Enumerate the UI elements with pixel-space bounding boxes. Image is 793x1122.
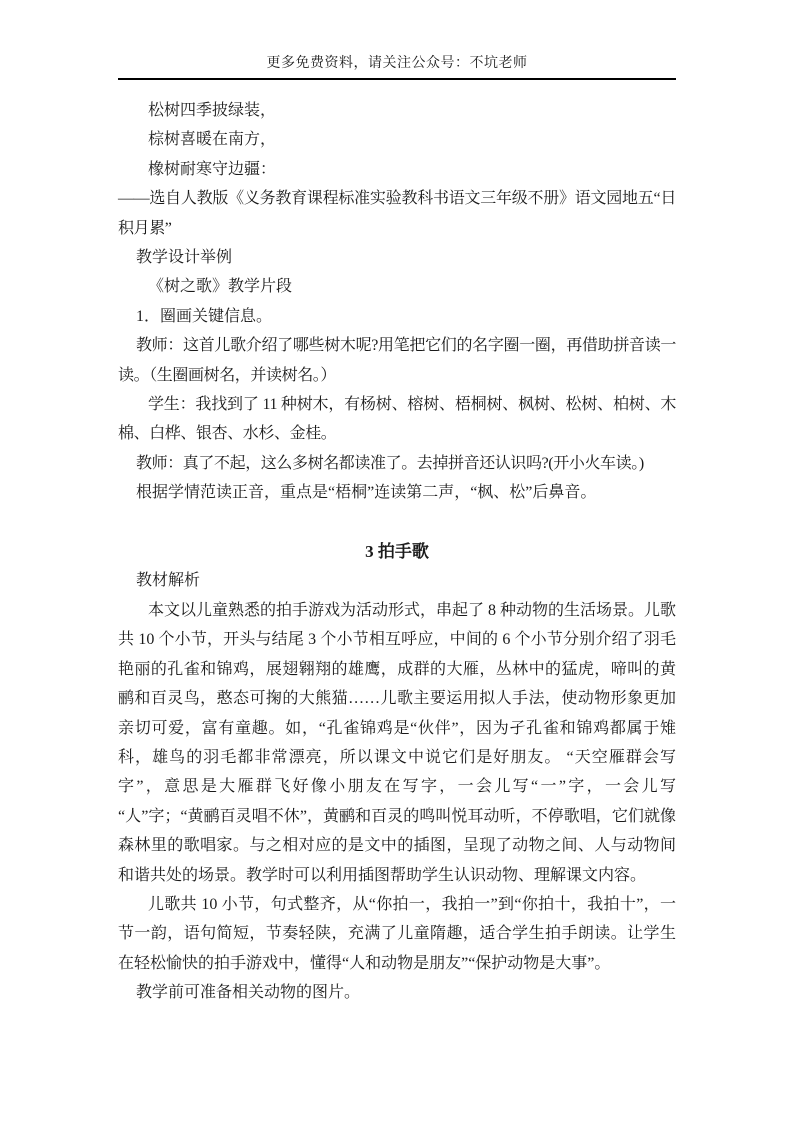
lesson-heading: 3 拍手歌 <box>365 542 429 562</box>
poem-line-2: 棕树喜暖在南方， <box>148 131 277 149</box>
analysis-paragraph-1: 本文以儿童熟悉的拍手游戏为活动形式，串起了 8 种动物的生活场景。儿歌共 10 个小节，开头与结尾 3 个小节相互呼应，中间的 6 个小节分别介绍了羽毛艳丽的孔雀和锦鸡，展翅翱翔的雄鹰，成群的大雁，丛林中的猛虎，啼叫的黄鹂和百灵鸟，憨态可掬的大熊猫……儿歌主要运用拟人手法，使动物形象更加亲切可爱，富有童趣。如，“孔雀锦鸡是“伙伴”，因为孑孔雀和锦鸡都属于雉科，雄鸟的羽毛都非常漂亮，所以课文中说它们是好朋友。 “天空雁群会写字”，意思是大雁群飞好像小朋友在写字，一会儿写“一”字，一会儿写 “人”字；“黄鹂百灵唱不休”，黄鹂和百灵的鸣叫悦耳动听，不停歌唱，它们就像森林里的歌唱家。与之相对应的是文中的插图，呈现了动物之间、人与动物间和谐共处的场景。教学时可以利用插图帮助学生认识动物、理解课文内容。 <box>118 601 677 884</box>
header-divider <box>118 78 676 80</box>
pronunciation-note: 根据学情范读正音，重点是“梧桐”连读第二声，“枫、松”后鼻音。 <box>136 484 597 502</box>
poem-line-3: 橡树耐寒守边疆： <box>148 160 277 178</box>
analysis-paragraph-3: 教学前可准备相关动物的图片。 <box>136 984 361 1002</box>
step-1-label: 1．圈画关键信息。 <box>136 307 273 325</box>
blank-line <box>118 508 676 537</box>
section-title: 教材解析 <box>136 572 201 590</box>
student-line-1: 学生：我找到了 11 种树木，有杨树、榕树、梧桐树、枫树、松树、柏树、木棉、白桦、银杏、水杉、金桂。 <box>118 396 676 443</box>
document-body <box>118 96 676 1008</box>
header-notice: 更多免费资料，请关注公众号：不坑老师 <box>266 56 528 71</box>
teaching-example-subtitle: 《树之歌》教学片段 <box>148 278 293 296</box>
teaching-example-title: 教学设计举例 <box>136 249 233 267</box>
poem-source: ——选自人教版《义务教育课程标准实验教科书语文三年级不册》语文园地五“日积月累” <box>118 190 676 237</box>
teacher-line-2: 教师：真了不起，这么多树名都读准了。去掉拼音还认识吗?(开小火车读。) <box>136 454 644 472</box>
poem-line-1: 松树四季披绿装， <box>148 102 277 119</box>
page-header <box>118 0 676 80</box>
analysis-paragraph-2: 儿歌共 10 小节，句式整齐，从“你拍一，我拍一”到“你拍十，我拍十”，一节一韵，语句简短，节奏轻陕，充满了儿童隋趣，适合学生拍手朗读。让学生在轻松愉快的拍手游戏中，懂得“人和动物是朋友”“保护动物是大事”。 <box>118 895 676 972</box>
teacher-line-1: 教师：这首儿歌介绍了哪些树木呢?用笔把它们的名字圈一圈，再借助拼音读一读。（生圈画树名，并读树名。） <box>118 337 676 384</box>
